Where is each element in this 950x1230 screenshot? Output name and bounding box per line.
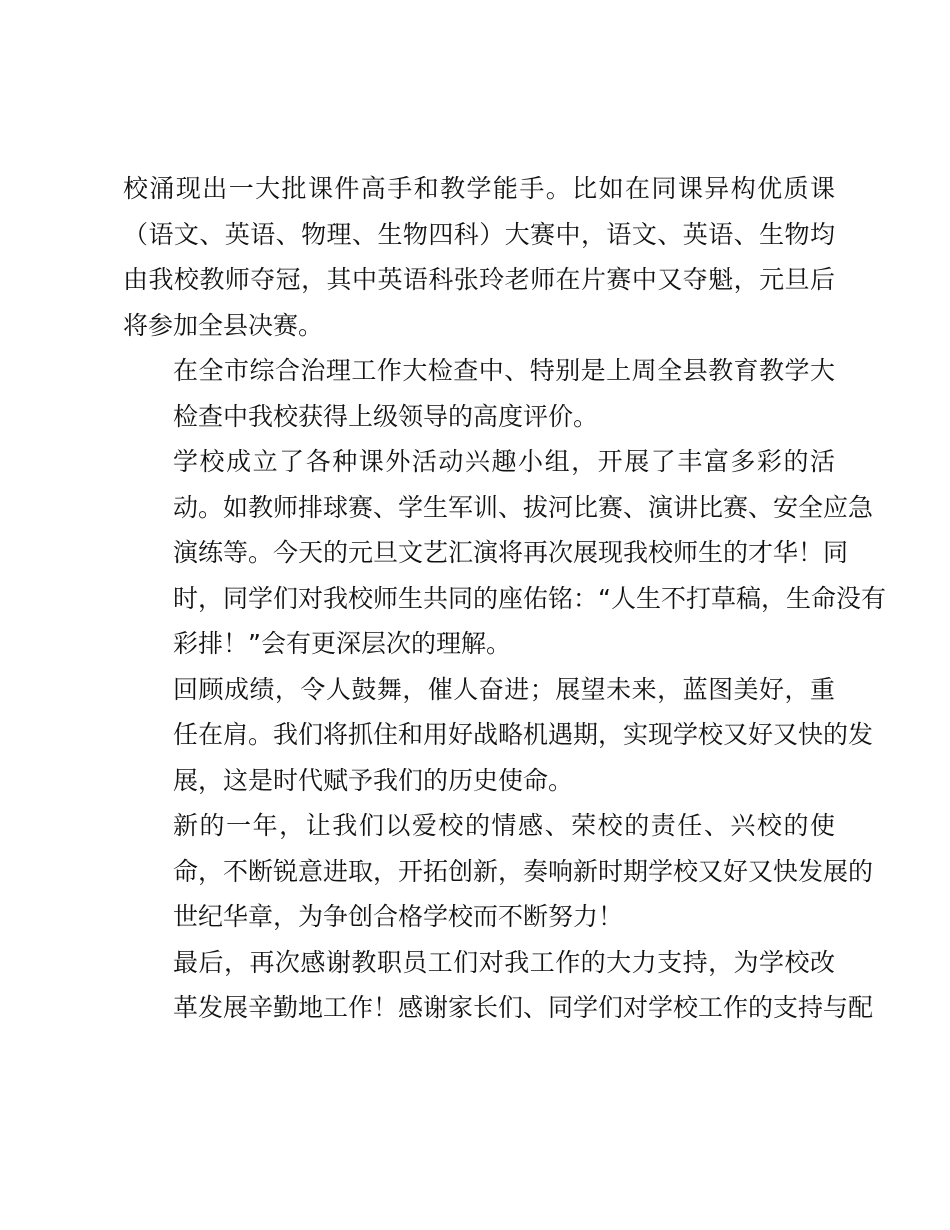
document-body [123,166,886,1031]
text-line: 新的一年，让我们以爱校的情感、荣校的责任、兴校的使 [173,811,835,840]
text-line: （语文、英语、物理、生物四科）大赛中，语文、英语、生物均 [123,219,835,249]
paragraph-activities [123,439,886,667]
text-line: 展，这是时代赋予我们的历史使命。 [173,765,574,795]
text-line: 彩排！”会有更深层次的理解。 [173,629,511,658]
text-line: 学校成立了各种课外活动兴趣小组，开展了丰富多彩的活 [173,447,835,476]
text-line: 检查中我校获得上级领导的高度评价。 [173,401,599,431]
text-line: 世纪华章，为争创合格学校而不断努力！ [173,902,624,931]
paragraph-inspection [123,348,835,439]
text-line: 最后，再次感谢教职员工们对我工作的大力支持，为学校改 [173,947,835,977]
text-line: 任在肩。我们将抓住和用好战略机遇期，实现学校又好又快的发 [173,720,874,749]
text-line: 时，同学们对我校师生共同的座佑铭：“人生不打草稿，生命没有 [173,583,886,613]
text-line: 革发展辛勤地工作！感谢家长们、同学们对学校工作的支持与配 [173,993,874,1022]
text-line: 将参加全县决赛。 [123,310,324,340]
text-line: 由我校教师夺冠，其中英语科张玲老师在片赛中又夺魁，元旦后 [123,265,835,294]
paragraph-review [123,667,874,804]
text-line: 命，不断锐意进取，开拓创新，奏响新时期学校又好又快发展的 [173,856,874,886]
paragraph-awards [123,166,835,348]
paragraph-new-year [123,803,874,940]
paragraph-thanks [123,940,874,1031]
text-line: 在全市综合治理工作大检查中、特别是上周全县教育教学大 [173,356,835,385]
text-line: 动。如教师排球赛、学生军训、拔河比赛、演讲比赛、安全应急 [173,492,874,522]
text-line: 回顾成绩，令人鼓舞，催人奋进；展望未来，蓝图美好，重 [173,674,835,704]
text-line: 校涌现出一大批课件高手和教学能手。比如在同课异构优质课 [123,174,835,203]
text-line: 演练等。今天的元旦文艺汇演将再次展现我校师生的才华！同 [173,538,849,567]
